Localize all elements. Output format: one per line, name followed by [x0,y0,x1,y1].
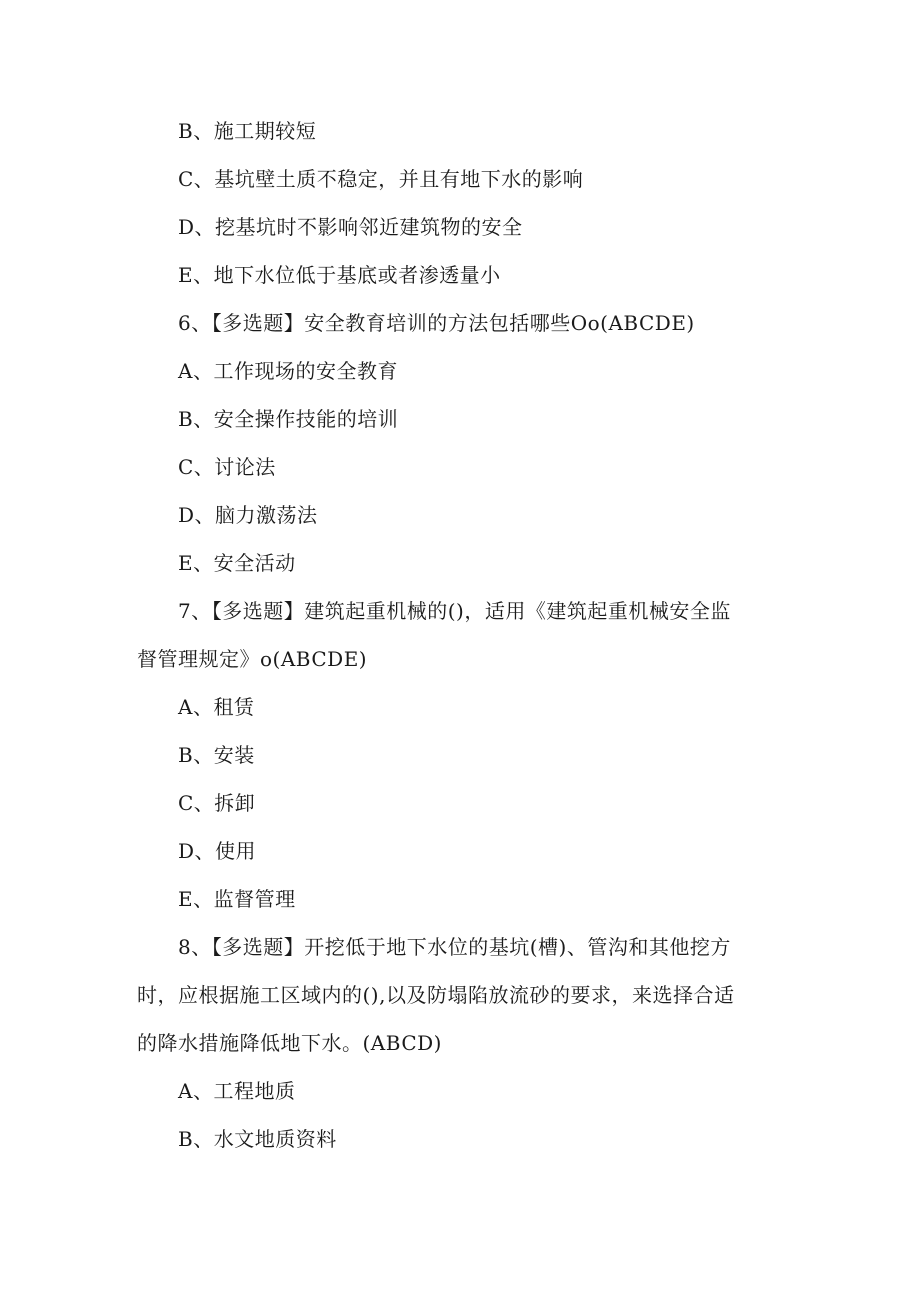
q8-stem-line1: 8、【多选题】开挖低于地下水位的基坑(槽)、管沟和其他挖方 [178,935,731,959]
q6-option-d: D、脑力激荡法 [178,503,318,527]
q7-option-e: E、监督管理 [178,887,296,911]
q7-option-b: B、安装 [178,743,255,767]
q8-stem-line2: 时，应根据施工区域内的(),以及防塌陷放流砂的要求，来选择合适 [137,983,735,1007]
q8-option-a: A、工程地质 [178,1079,296,1103]
q5-option-d: D、挖基坑时不影响邻近建筑物的安全 [178,215,523,239]
q7-stem-line2: 督管理规定》o(ABCDE) [137,647,368,671]
q6-option-e: E、安全活动 [178,551,296,575]
q5-option-c: C、基坑壁土质不稳定，并且有地下水的影响 [178,167,584,191]
q7-option-d: D、使用 [178,839,257,863]
q5-option-b: B、施工期较短 [178,119,317,143]
q5-option-e: E、地下水位低于基底或者渗透量小 [178,263,501,287]
q7-option-a: A、租赁 [178,695,255,719]
q6-option-b: B、安全操作技能的培训 [178,407,399,431]
q8-option-b: B、水文地质资料 [178,1127,337,1151]
q6-option-c: C、讨论法 [178,455,276,479]
q6-option-a: A、工作现场的安全教育 [178,359,398,383]
q8-stem-line3: 的降水措施降低地下水。(ABCD) [137,1031,442,1055]
q7-option-c: C、拆卸 [178,791,256,815]
q6-stem: 6、【多选题】安全教育培训的方法包括哪些Oo(ABCDE) [178,311,695,335]
q7-stem-line1: 7、【多选题】建筑起重机械的()，适用《建筑起重机械安全监 [178,599,731,623]
